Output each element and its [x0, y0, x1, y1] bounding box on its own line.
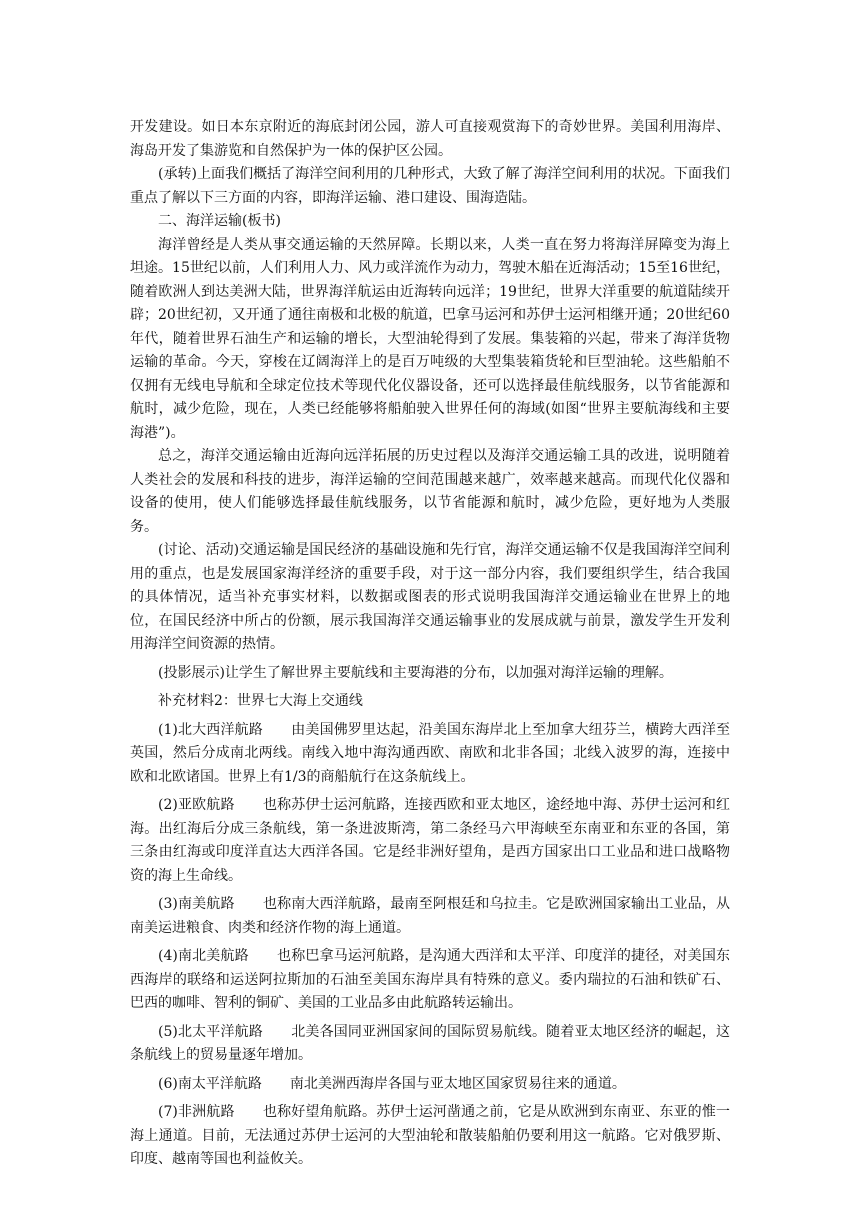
route-description: 也称苏伊士运河航路，连接西欧和亚太地区，途经地中海、苏伊士运河和红海。出红海后分成三条航线，第一条进波斯湾，第二条经马六甲海峡至东南亚和东亚的各国，第三条由红海或印度洋直达大西洋各国。它是经非洲好望角，是西方国家出口工业品和进口战略物资的海上生命线。	[130, 797, 731, 884]
route-name: (6)南太平洋航路	[158, 1075, 262, 1092]
route-name: (1)北大西洋航路	[158, 721, 263, 738]
route-item	[130, 1073, 730, 1097]
paragraph-intro: 开发建设。如日本东京附近的海底封闭公园，游人可直接观赏海下的奇妙世界。美国利用海岸、海岛开发了集游览和自然保护为一体的保护区公园。	[130, 119, 730, 159]
section-heading-ocean-transport: 二、海洋运输(板书)	[158, 213, 281, 229]
paragraph-discussion: (讨论、活动)交通运输是国民经济的基础设施和先行官，海洋交通运输不仅是我国海洋空间利用的重点，也是发展国家海洋经济的重要手段，对于这一部分内容，我们要组织学生，结合我国的具体情况，适当补充事实材料，以数据或图表的形式说明我国海洋交通运输业在世界上的地位，在国民经济中所占的份额，展示我国海洋交通运输事业的发展成就与前景，激发学生开发利用海洋空间资源的热情。	[130, 542, 730, 652]
route-name: (3)南美航路	[158, 896, 235, 912]
route-name: (5)北太平洋航路	[158, 1023, 263, 1040]
route-item	[130, 945, 730, 1016]
route-item	[130, 1021, 730, 1068]
route-description: 南北美洲西海岸各国与亚太地区国家贸易往来的通道。	[289, 1075, 626, 1092]
route-name: (2)亚欧航路	[158, 797, 235, 813]
route-item	[130, 719, 730, 790]
route-description: 也称巴拿马运河航路，是沟通大西洋和太平洋、印度洋的捷径，对美国东西海岸的联络和运送阿拉斯加的石油至美国东海岸具有特殊的意义。委内瑞拉的石油和铁矿石、巴西的咖啡、智利的铜矿、美国的工业品多由此航路转运输出。	[130, 948, 731, 1011]
route-item	[130, 1101, 730, 1172]
supplement-heading: 补充材料2：世界七大海上交通线	[158, 693, 363, 709]
route-item	[130, 893, 730, 940]
route-item	[130, 794, 730, 888]
route-description: 也称好望角航路。苏伊士运河凿通之前，它是从欧洲到东南亚、东亚的惟一海上通道。目前，无法通过苏伊士运河的大型油轮和散装船舶仍要利用这一航路。它对俄罗斯、印度、越南等国也利益攸关。	[130, 1104, 731, 1167]
paragraph-ocean-history: 海洋曾经是人类从事交通运输的天然屏障。长期以来，人类一直在努力将海洋屏障变为海上坦途。15世纪以前，人们利用人力、风力或洋流作为动力，驾驶木船在近海活动；15至16世纪，随着欧洲人到达美洲大陆，世界海洋航运由近海转向远洋；19世纪，世界大洋重要的航道陆续开辟；20世纪初，又开通了通往南极和北极的航道，巴拿马运河和苏伊士运河相继开通；20世纪60年代，随着世界石油生产和运输的增长，大型油轮得到了发展。集装箱的兴起，带来了海洋货物运输的革命。今天，穿梭在辽阔海洋上的是百万吨级的大型集装箱货轮和巨型油轮。这些船舶不仅拥有无线电导航和全球定位技术等现代化仪器设备，还可以选择最佳航线服务，以节省能源和航时，减少危险，现在，人类已经能够将船舶驶入世界任何的海域(如图“世界主要航海线和主要海港”)。	[130, 236, 730, 441]
document-body	[130, 116, 730, 1172]
route-description: 北美各国同亚洲国家间的国际贸易航线。随着亚太地区经济的崛起，这条航线上的贸易量逐年增加。	[130, 1023, 730, 1063]
route-name: (7)非洲航路	[158, 1104, 235, 1120]
route-description: 也称南大西洋航路，最南至阿根廷和乌拉圭。它是欧洲国家输出工业品，从南美运进粮食、肉类和经济作物的海上通道。	[130, 896, 731, 936]
route-description: 由美国佛罗里达起，沿美国东海岸北上至加拿大纽芬兰，横跨大西洋至英国，然后分成南北两线。南线入地中海沟通西欧、南欧和北非各国；北线入波罗的海，连接中欧和北欧诸国。世界上有1/3的商船航行在这条航线上。	[130, 721, 730, 785]
paragraph-projection: (投影展示)让学生了解世界主要航线和主要海港的分布，以加强对海洋运输的理解。	[158, 664, 673, 681]
paragraph-summary: 总之，海洋交通运输由近海向远洋拓展的历史过程以及海洋交通运输工具的改进，说明随着人类社会的发展和科技的进步，海洋运输的空间范围越来越广，效率越来越高。而现代化仪器和设备的使用，使人们能够选择最佳航线服务，以节省能源和航时，减少危险，更好地为人类服务。	[130, 448, 730, 535]
route-name: (4)南北美航路	[158, 948, 249, 964]
paragraph-transition: (承转)上面我们概括了海洋空间利用的几种形式，大致了解了海洋空间利用的状况。下面我们重点了解以下三方面的内容，即海洋运输、港口建设、围海造陆。	[130, 166, 730, 206]
